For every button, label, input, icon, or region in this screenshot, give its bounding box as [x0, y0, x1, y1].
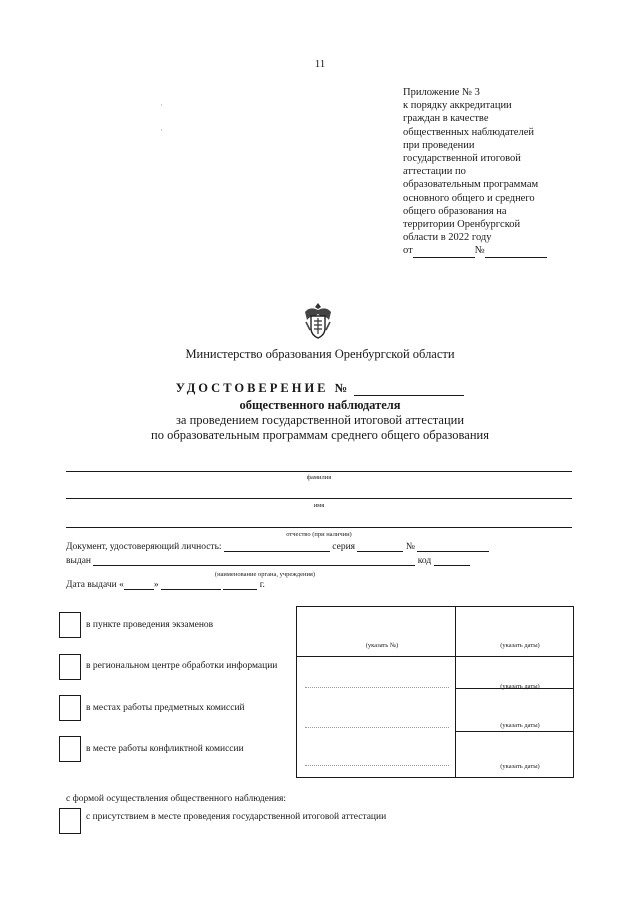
coat-of-arms-icon: [300, 300, 336, 340]
issued-label: выдан: [66, 556, 92, 566]
appendix-block: [403, 86, 578, 258]
page-number: 11: [314, 58, 326, 70]
grid-row-divider: [455, 731, 573, 732]
appendix-from-label: от: [403, 245, 413, 257]
surname-line: [66, 471, 572, 472]
code-label: код: [417, 556, 432, 566]
appendix-line: общественных наблюдателей: [403, 126, 534, 138]
certificate-number-blank: [354, 383, 464, 396]
patronymic-caption: отчество (при наличии): [286, 531, 352, 538]
issue-date-label: Дата выдачи «: [66, 580, 124, 590]
appendix-line: к порядку аккредитации: [403, 100, 512, 112]
issue-date-row: [66, 580, 265, 590]
option-checkbox-subject-commissions[interactable]: [59, 695, 81, 721]
ministry-name: Министерство образования Оренбургской области: [185, 347, 455, 361]
appendix-line: территории Оренбургской: [403, 219, 521, 231]
scan-mark: ·: [160, 125, 163, 135]
issue-month-blank: [161, 580, 221, 590]
appendix-line: области в 2022 году: [403, 232, 492, 244]
document-row: [66, 542, 489, 552]
certificate-line-2: по образовательным программам среднего общего образования: [151, 428, 489, 442]
number-label: №: [405, 542, 415, 552]
option-checkbox-regional-center[interactable]: [59, 654, 81, 680]
surname-caption: фамилия: [306, 474, 332, 481]
patronymic-line: [66, 527, 572, 528]
appendix-number-blank: [485, 248, 547, 258]
issuer-blank: [93, 556, 415, 566]
issue-year-blank: [223, 580, 257, 590]
issued-row: [66, 556, 470, 566]
form-option-label-in-person: с присутствием в месте проведения государственной итоговой аттестации: [86, 812, 387, 822]
appendix-line: аттестации по: [403, 166, 466, 178]
year-suffix: г.: [259, 580, 265, 590]
certificate-title: [0, 381, 640, 396]
grid-caption-dates: (указать даты): [500, 722, 540, 729]
issuer-caption: (наименование органа, учреждения): [214, 571, 316, 578]
series-label: серия: [332, 542, 356, 552]
details-grid: [296, 606, 574, 778]
certificate-subtitle: общественного наблюдателя: [239, 398, 401, 412]
certificate-title-text: УДОСТОВЕРЕНИЕ №: [175, 381, 351, 395]
name-caption: имя: [313, 502, 325, 509]
grid-dotted-line: [305, 687, 449, 688]
grid-dotted-line: [305, 727, 449, 728]
appendix-line: при проведении: [403, 139, 475, 151]
appendix-line: образовательным программам: [403, 179, 539, 191]
form-option-checkbox-in-person[interactable]: [59, 808, 81, 834]
appendix-line: основного общего и среднего: [403, 192, 535, 204]
grid-caption-number: (указать №): [365, 642, 399, 649]
grid-caption-dates: (указать даты): [500, 763, 540, 770]
number-blank: [417, 542, 489, 552]
scan-mark: ·: [160, 100, 163, 110]
option-checkbox-exam-point[interactable]: [59, 612, 81, 638]
code-blank: [434, 556, 470, 566]
option-checkbox-conflict-commission[interactable]: [59, 736, 81, 762]
appendix-date-line: [403, 244, 578, 257]
grid-caption-dates: (указать даты): [500, 683, 540, 690]
option-label-subject-commissions: в местах работы предметных комиссий: [86, 703, 245, 713]
appendix-line: общего образования на: [403, 205, 507, 217]
appendix-date-blank: [413, 248, 475, 258]
appendix-line: граждан в качестве: [403, 113, 489, 125]
series-blank: [357, 542, 403, 552]
appendix-line: Приложение № 3: [403, 87, 480, 98]
issue-date-mid: »: [153, 580, 159, 590]
issue-day-blank: [124, 580, 154, 590]
document-label: Документ, удостоверяющий личность:: [66, 542, 222, 552]
form-section-label: с формой осуществления общественного наблюдения:: [66, 794, 287, 804]
appendix-number-sign: №: [474, 245, 485, 257]
option-label-regional-center: в региональном центре обработки информации: [86, 661, 278, 671]
certificate-line-1: за проведением государственной итоговой аттестации: [175, 413, 465, 427]
name-line: [66, 498, 572, 499]
grid-caption-dates: (указать даты): [500, 642, 540, 649]
grid-row-divider: [297, 656, 573, 657]
grid-vertical-divider: [455, 607, 456, 777]
grid-dotted-line: [305, 765, 449, 766]
option-label-conflict-commission: в месте работы конфликтной комиссии: [86, 744, 244, 754]
document-type-blank: [224, 542, 330, 552]
option-label-exam-point: в пункте проведения экзаменов: [86, 620, 214, 630]
appendix-line: государственной итоговой: [403, 153, 521, 165]
